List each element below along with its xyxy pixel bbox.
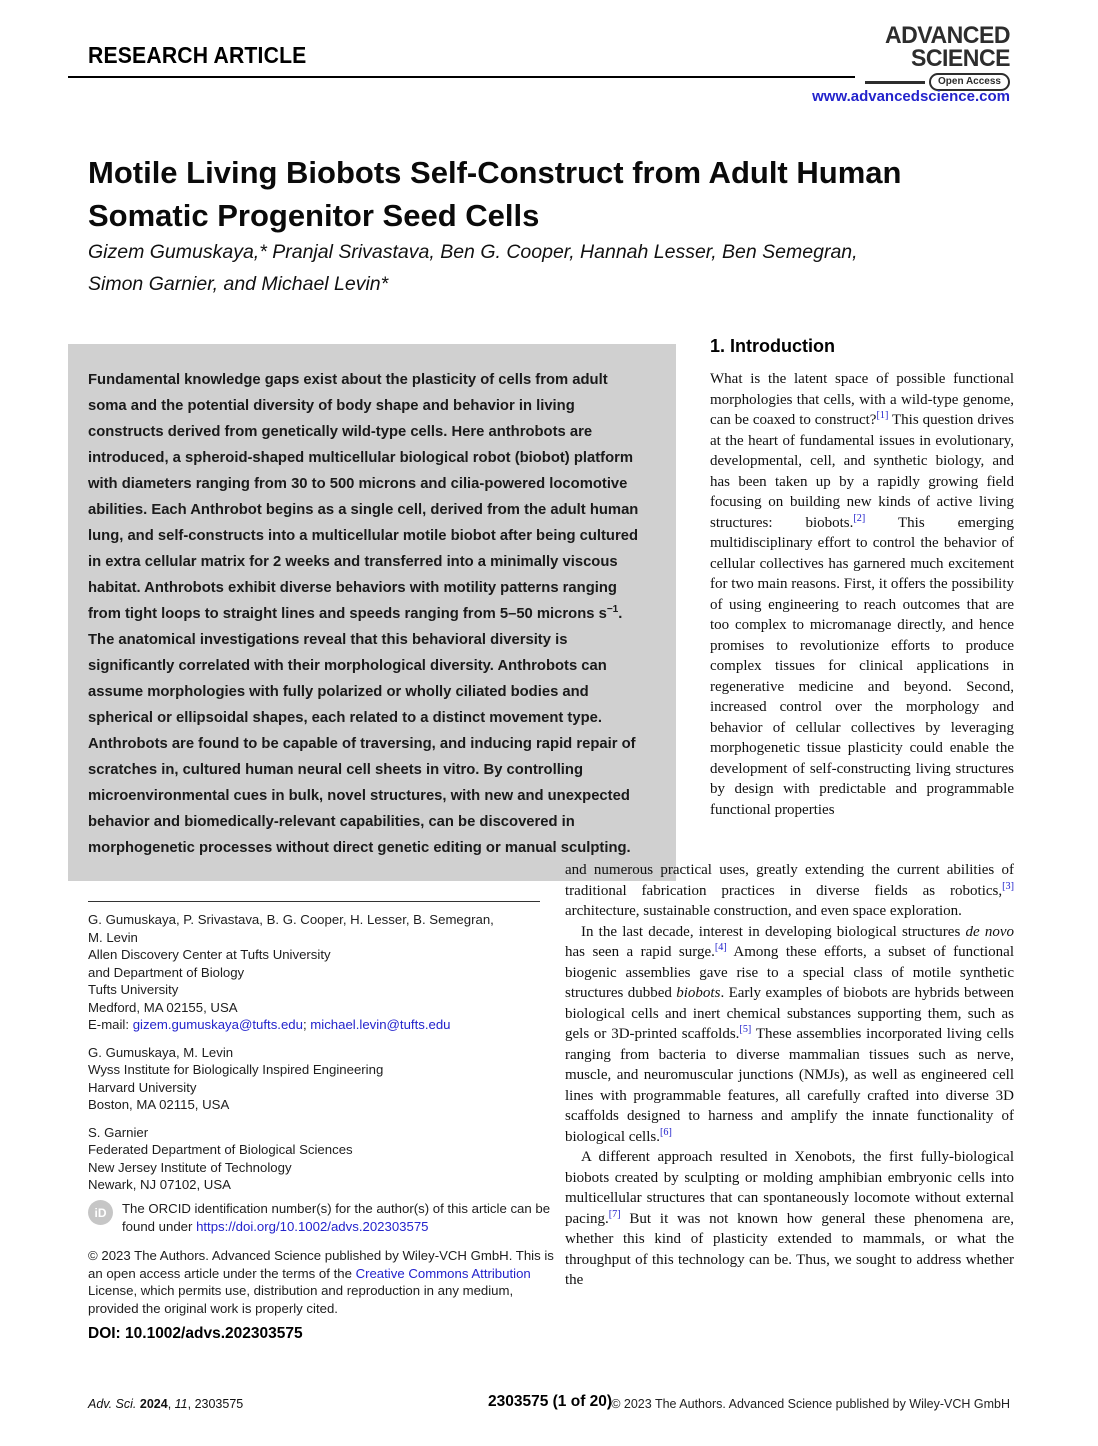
text-segment: Adv. Sci. (88, 1397, 140, 1411)
affiliation-line: Harvard University (88, 1079, 197, 1095)
text-segment: , 2303575 (187, 1397, 244, 1411)
text-segment: [1] (876, 410, 889, 421)
text-segment: But it was not known how general these phenomena are, whether this kind of plasticity extended to mammals, or what the throughput of this technology can be. Thus, we sought to address whether the (565, 1210, 1014, 1288)
affiliation-block (88, 1124, 540, 1194)
introduction-continued (565, 860, 1014, 1291)
affiliation-line: Allen Discovery Center at Tufts University (88, 947, 331, 962)
affiliation-line: Tufts University (88, 982, 179, 997)
open-access-badge: Open Access (929, 73, 1010, 91)
article-title (88, 151, 1008, 237)
text-segment: [5] (739, 1024, 752, 1035)
inline-link[interactable]: michael.levin@tufts.edu (310, 1017, 451, 1032)
affiliation-block (88, 911, 540, 1034)
text-segment: de novo (965, 923, 1014, 940)
text-segment: [3] (1002, 880, 1014, 892)
journal-logo-line2: SCIENCE (910, 45, 1010, 72)
affiliation-line: Medford, MA 02155, USA (88, 999, 238, 1015)
footer-page-number: 2303575 (1 of 20) (488, 1393, 613, 1410)
text-segment: © 2023 The Authors. Advanced Science published by Wiley-VCH GmbH. This is an open access article under the terms of the (88, 1248, 554, 1281)
text-segment: These assemblies incorporated living cells ranging from bacteria to diverse mammalian tissues such as nerve, muscle, and neuromuscular junctions (NMJs), as well as engineered cell lines with programmable features, all carefully crafted into diverse 3D scaffolds designed to harness and amplify the innate functionality of biological cells. (565, 1026, 1014, 1145)
header-divider (68, 76, 855, 78)
logo-underline (865, 81, 925, 84)
affiliation-line: G. Gumuskaya, P. Srivastava, B. G. Cooper, H. Lesser, B. Semegran, (88, 912, 494, 927)
journal-website-link[interactable]: www.advancedscience.com (812, 88, 1010, 105)
text-segment: [2] (853, 512, 866, 524)
affiliation-line: S. Garnier (88, 1124, 149, 1140)
article-title-line2: Somatic Progenitor Seed Cells (88, 197, 540, 233)
text-segment: has seen a rapid surge. (565, 944, 715, 960)
author-list (88, 236, 1018, 300)
footer-citation (88, 1397, 243, 1411)
doi-label: DOI: 10.1002/advs.202303575 (88, 1325, 303, 1342)
author-list-line1: Gizem Gumuskaya,* Pranjal Srivastava, Ben G. Cooper, Hannah Lesser, Ben Semegran, (88, 241, 858, 263)
text-segment: 2024 (139, 1397, 168, 1411)
footer-copyright: © 2023 The Authors. Advanced Science published by Wiley-VCH GmbH (611, 1397, 1010, 1411)
text-segment: The ORCID identification number(s) for the author(s) of this article can be found under (122, 1201, 551, 1234)
text-segment: This emerging multidisciplinary effort to control the behavior of cellular collectives has garnered much excitement for two main reasons. First, it offers the possibility of using engineering to reach outcomes that are too complex to micromanage directly, and hence promises to revolutionize efforts to produce complex tissues for clinical applications in regenerative medicine and beyond. Second, increased control over the morphology and behavior of cellular collectives by leveraging morphogenetic tissue plasticity could enable the development of self-constructing living structures by design with predictable and programmable functional properties (710, 514, 1015, 818)
affiliation-line: Federated Department of Biological Sciences (88, 1142, 353, 1157)
text-segment: [6] (659, 1126, 672, 1138)
inline-link[interactable]: https://doi.org/10.1002/advs.202303575 (196, 1218, 429, 1234)
text-segment: [4] (714, 942, 727, 953)
affiliation-line: M. Levin (88, 929, 138, 945)
affiliation-line: G. Gumuskaya, M. Levin (88, 1044, 234, 1060)
journal-logo-line1: ADVANCED (884, 22, 1010, 49)
text-segment: , (167, 1397, 175, 1411)
inline-link[interactable]: gizem.gumuskaya@tufts.edu (132, 1017, 303, 1032)
text-segment: architecture, sustainable construction, and even space exploration. (565, 903, 962, 919)
affiliation-line: Wyss Institute for Biologically Inspired Engineering (88, 1062, 384, 1077)
text-segment: 11 (174, 1397, 188, 1411)
abstract-text (88, 367, 650, 861)
paragraph (565, 1147, 1014, 1291)
text-segment: and numerous practical uses, greatly extending the current abilities of traditional fabrication practices in diverse fields as robotics, (565, 862, 1014, 899)
orcid-icon: iD (88, 1200, 113, 1225)
text-segment: Among these efforts, a subset of functional biogenic assemblies gave rise to a special class of motile synthetic structures dubbed (565, 944, 1014, 1001)
text-segment: In the last decade, interest in developing biological structures (581, 923, 966, 940)
affiliation-line (88, 1016, 540, 1034)
affiliation-line: New Jersey Institute of Technology (88, 1159, 292, 1175)
introduction-column (710, 336, 1014, 820)
text-segment: What is the latent space of possible functional morphologies that cells, with a wild-type genome, can be coaxed to construct? (710, 371, 1014, 428)
affiliation-line: Newark, NJ 07102, USA (88, 1177, 231, 1192)
text-segment: biobots (676, 985, 721, 1001)
text-segment: ; (302, 1017, 311, 1032)
introduction-heading: 1. Introduction (710, 336, 835, 356)
paragraph (565, 860, 1014, 922)
inline-link[interactable]: Creative Commons Attribution (355, 1265, 531, 1281)
orcid-note (88, 1200, 554, 1235)
affiliation-line: Boston, MA 02115, USA (88, 1097, 230, 1112)
orcid-note-text (122, 1200, 554, 1235)
article-type-label: RESEARCH ARTICLE (88, 42, 307, 68)
text-segment: License, which permits use, distribution and reproduction in any medium, provided the original work is properly cited. (88, 1283, 514, 1316)
text-segment: Fundamental knowledge gaps exist about the plasticity of cells from adult soma and the potential diversity of body shape and behavior in living constructs derived from genetically wild-type cells. Here anthrobots are introduced, a spheroid-shaped multicellular biological robot (biobot) platform with diameters ranging from 30 to 500 microns and cilia-powered locomotive abilities. Each Anthrobot begins as a single cell, derived from the adult human lung, and self-constructs into a multicellular motile biobot after being cultured in extra cellular matrix for 2 weeks and transferred into a minimally viscous habitat. Anthrobots exhibit diverse behaviors with motility patterns ranging from tight loops to straight lines and speeds ranging from 5–50 microns s (88, 372, 639, 622)
affiliation-block (88, 1044, 540, 1114)
license-note (88, 1247, 554, 1317)
paragraph (565, 922, 1014, 1148)
text-segment: A different approach resulted in Xenobots, the first fully-biological biobots created by sculpting or molding amphibian embryonic cells into multicellular structures that can spontaneously locomote without external pacing. (565, 1149, 1014, 1227)
abstract-box (68, 344, 676, 881)
author-list-line2: Simon Garnier, and Michael Levin* (88, 273, 389, 295)
text-segment: [7] (608, 1208, 621, 1220)
text-segment: E-mail: (88, 1017, 133, 1032)
introduction-paragraph (710, 369, 1014, 820)
affiliation-line: and Department of Biology (88, 964, 245, 980)
text-segment: This question drives at the heart of fundamental issues in evolutionary, developmental, cell, and synthetic biology, and has been taken up by a rapidly growing field focusing on building new kinds of active living structures: biobots. (710, 412, 1014, 531)
text-segment: . Early examples of biobots are hybrids between biological cells and inert chemical substances supporting them, such as gels or 3D-printed scaffolds. (565, 985, 1014, 1042)
text-segment: . The anatomical investigations reveal that this behavioral diversity is significantly correlated with their morphological diversity. Anthrobots can assume morphologies with fully polarized or wholly ciliated bodies and spherical or ellipsoidal shapes, each related to a distinct movement type. Anthrobots are found to be capable of traversing, and inducing rapid repair of scratches in, cultured human neural cell sheets in vitro. By controlling microenvironmental cues in bulk, novel structures, with new and unexpected behavior and biomedically-relevant capabilities, can be discovered in morphogenetic processes without direct genetic editing or manual sculpting. (88, 606, 636, 856)
affiliations-list (88, 901, 540, 1204)
journal-logo (865, 24, 1010, 91)
article-title-line1: Motile Living Biobots Self-Construct from Adult Human (88, 154, 902, 190)
text-segment: −1 (606, 604, 619, 616)
